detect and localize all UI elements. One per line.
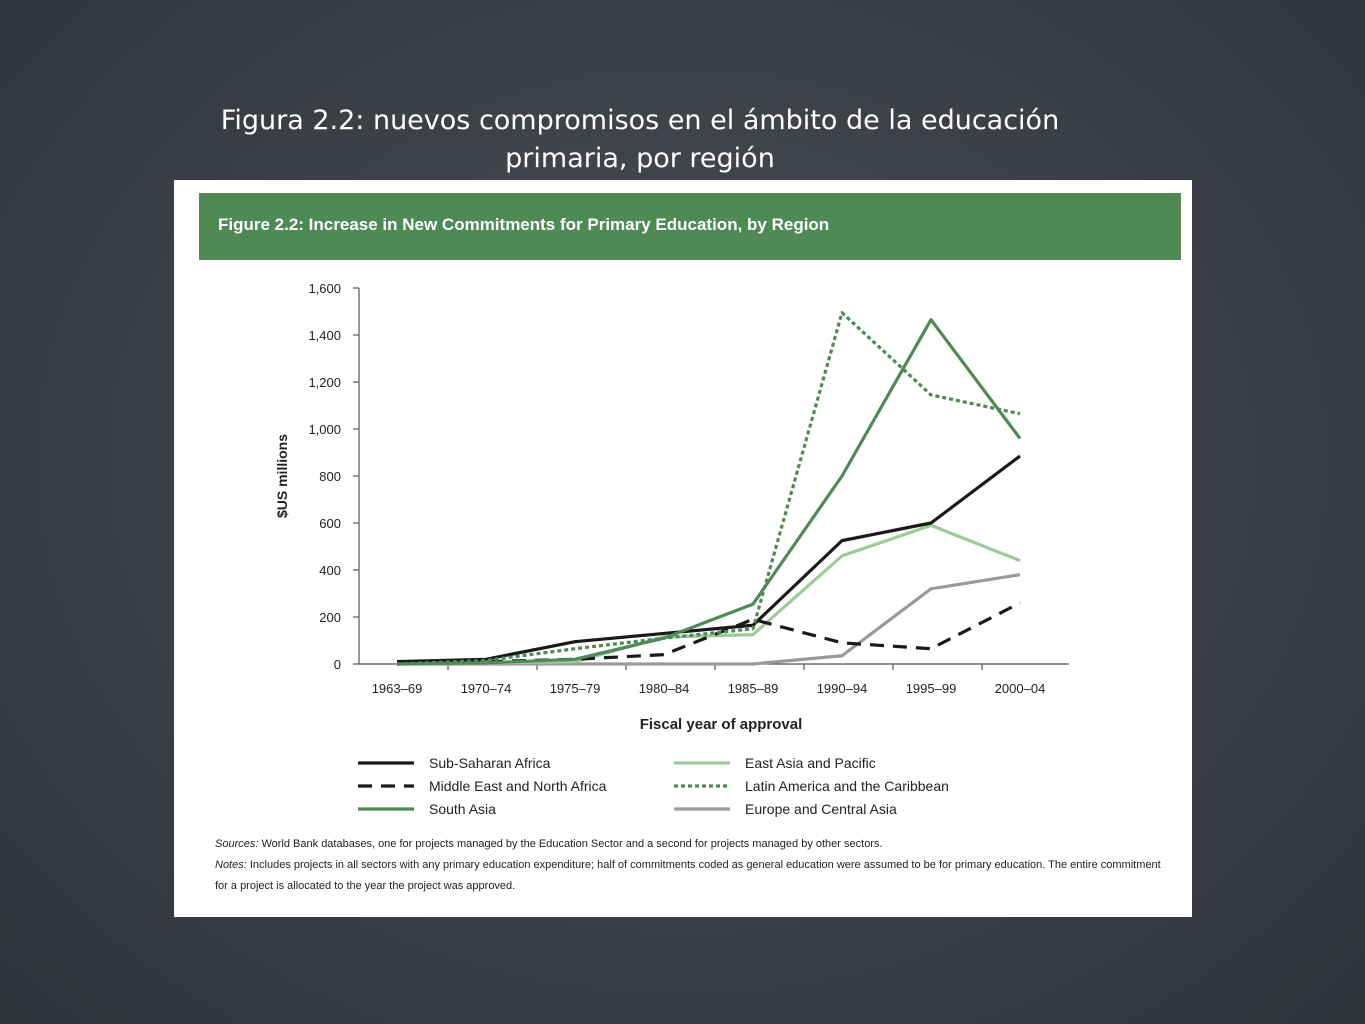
y-tick-label: 0: [333, 657, 341, 672]
y-axis-label: $US millions: [274, 433, 290, 519]
series-line-east-asia-and-pacific: [397, 525, 1020, 664]
legend-label-east-asia-and-pacific: East Asia and Pacific: [745, 755, 876, 771]
legend-label-latin-america-and-the-caribbean: Latin America and the Caribbean: [745, 778, 949, 794]
x-tick-label: 1990–94: [816, 681, 868, 696]
series-line-latin-america-and-the-caribbean: [397, 313, 1020, 664]
series-line-europe-and-central-asia: [397, 575, 1020, 664]
sources-note: [215, 834, 1175, 855]
slide-title: [140, 102, 1140, 178]
slide-title-line-2: primaria, por región: [505, 143, 775, 174]
notes-note: [215, 855, 1175, 897]
y-tick-label: 600: [319, 516, 341, 531]
notes-text: Includes projects in all sectors with any primary education expenditure; half of commitments coded as general education were assumed to be for primary education. The entire commitment for a project is allocated to the year the project was approved.: [215, 859, 1161, 892]
series-line-middle-east-and-north-africa: [397, 603, 1020, 664]
x-axis-label: Fiscal year of approval: [639, 716, 803, 733]
y-tick-label: 200: [319, 610, 341, 625]
y-tick-label: 1,200: [308, 375, 341, 390]
y-tick-label: 400: [319, 563, 341, 578]
legend-label-sub-saharan-africa: Sub-Saharan Africa: [429, 755, 551, 771]
x-tick-label: 1975–79: [549, 681, 601, 696]
x-tick-label: 1980–84: [638, 681, 690, 696]
legend-label-europe-and-central-asia: Europe and Central Asia: [745, 801, 897, 817]
line-chart: [174, 180, 1192, 820]
series-line-south-asia: [397, 320, 1020, 664]
y-tick-label: 1,600: [308, 281, 341, 296]
x-axis: [359, 664, 1069, 733]
y-axis: [274, 281, 359, 672]
legend-label-south-asia: South Asia: [429, 801, 496, 817]
sources-label: Sources:: [215, 838, 259, 850]
y-tick-label: 1,000: [308, 422, 341, 437]
series-lines: [397, 313, 1020, 664]
notes-label: Notes:: [215, 859, 247, 871]
legend-label-middle-east-and-north-africa: Middle East and North Africa: [429, 778, 607, 794]
x-tick-label: 2000–04: [994, 681, 1046, 696]
legend: [358, 755, 949, 817]
x-tick-label: 1985–89: [727, 681, 779, 696]
figure-title: Figure 2.2: Increase in New Commitments for Primary Education, by Region: [218, 215, 830, 234]
y-tick-label: 800: [319, 469, 341, 484]
x-tick-label: 1995–99: [905, 681, 957, 696]
x-tick-label: 1970–74: [460, 681, 512, 696]
series-line-sub-saharan-africa: [397, 456, 1020, 662]
y-tick-label: 1,400: [308, 328, 341, 343]
figure-panel: [174, 180, 1192, 917]
x-tick-label: 1963–69: [371, 681, 423, 696]
slide-title-line-1: Figura 2.2: nuevos compromisos en el ámbito de la educación: [220, 105, 1060, 136]
figure-notes: [215, 834, 1175, 897]
sources-text: World Bank databases, one for projects managed by the Education Sector and a second for projects managed by other sectors.: [258, 838, 883, 850]
